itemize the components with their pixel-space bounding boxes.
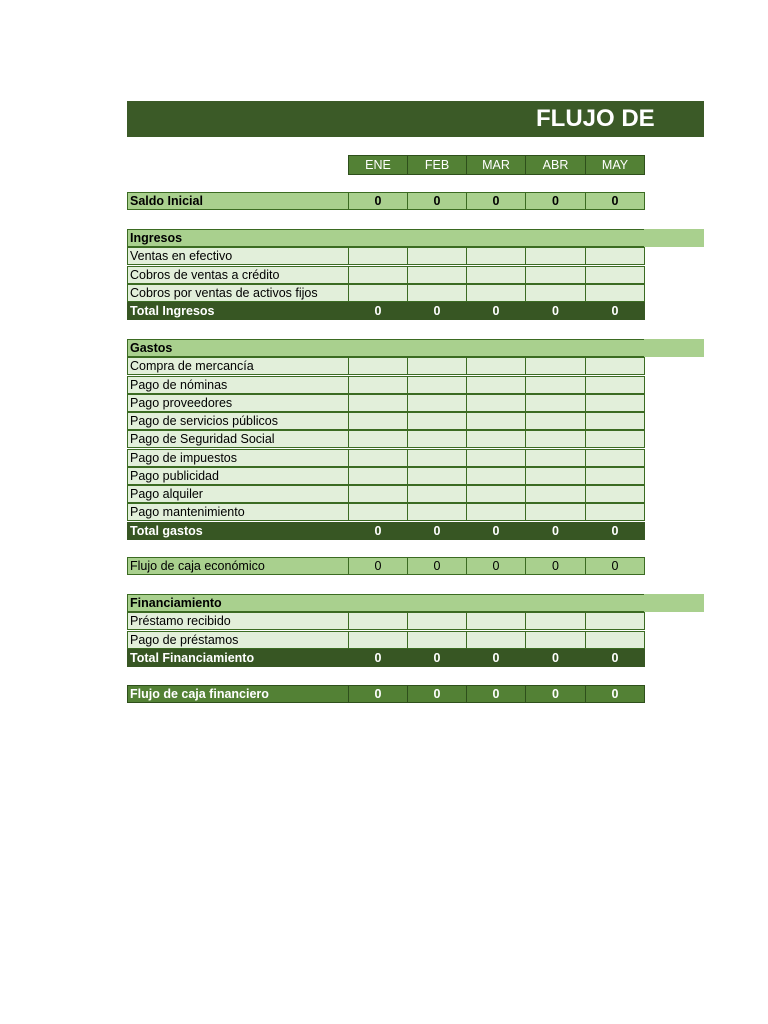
gastos-item-3-mar[interactable] xyxy=(466,412,526,430)
gastos-item-0-mar[interactable] xyxy=(466,357,526,375)
ingresos-total-ene[interactable]: 0 xyxy=(348,302,408,320)
ingresos-total-may[interactable]: 0 xyxy=(585,302,645,320)
gastos-section-header[interactable]: Gastos xyxy=(127,339,645,357)
gastos-item-2-label[interactable]: Pago proveedores xyxy=(127,394,349,412)
gastos-item-6-feb[interactable] xyxy=(407,467,467,485)
ingresos-item-1-ene[interactable] xyxy=(348,266,408,284)
financiamiento-item-1-feb[interactable] xyxy=(407,631,467,649)
financiamiento-item-1-label[interactable]: Pago de préstamos xyxy=(127,631,349,649)
gastos-item-5-label[interactable]: Pago de impuestos xyxy=(127,449,349,467)
saldo-inicial-may[interactable]: 0 xyxy=(585,192,645,210)
gastos-item-6-abr[interactable] xyxy=(525,467,586,485)
financiamiento-item-1-ene[interactable] xyxy=(348,631,408,649)
gastos-total-mar[interactable]: 0 xyxy=(466,522,526,540)
gastos-item-5-abr[interactable] xyxy=(525,449,586,467)
gastos-item-1-ene[interactable] xyxy=(348,376,408,394)
financiamiento-total-may[interactable]: 0 xyxy=(585,649,645,667)
gastos-total-may[interactable]: 0 xyxy=(585,522,645,540)
ingresos-item-0-ene[interactable] xyxy=(348,247,408,265)
flujo-financiero-mar[interactable]: 0 xyxy=(466,685,526,703)
flujo-financiero-ene[interactable]: 0 xyxy=(348,685,408,703)
gastos-item-4-may[interactable] xyxy=(585,430,645,448)
gastos-item-8-may[interactable] xyxy=(585,503,645,521)
gastos-item-4-mar[interactable] xyxy=(466,430,526,448)
month-header-may[interactable]: MAY xyxy=(585,155,645,175)
financiamiento-item-0-mar[interactable] xyxy=(466,612,526,630)
gastos-total-label[interactable]: Total gastos xyxy=(127,522,349,540)
ingresos-item-0-may[interactable] xyxy=(585,247,645,265)
ingresos-item-1-mar[interactable] xyxy=(466,266,526,284)
flujo-financiero-abr[interactable]: 0 xyxy=(525,685,586,703)
gastos-item-7-may[interactable] xyxy=(585,485,645,503)
flujo-financiero-label[interactable]: Flujo de caja financiero xyxy=(127,685,349,703)
financiamiento-item-0-label[interactable]: Préstamo recibido xyxy=(127,612,349,630)
financiamiento-header-extension xyxy=(644,594,704,612)
gastos-item-5-ene[interactable] xyxy=(348,449,408,467)
ingresos-header-extension xyxy=(644,229,704,247)
flujo-economico-label[interactable]: Flujo de caja económico xyxy=(127,557,349,575)
gastos-item-6-ene[interactable] xyxy=(348,467,408,485)
ingresos-total-abr[interactable]: 0 xyxy=(525,302,586,320)
financiamiento-item-1-may[interactable] xyxy=(585,631,645,649)
ingresos-item-0-mar[interactable] xyxy=(466,247,526,265)
ingresos-item-2-ene[interactable] xyxy=(348,284,408,302)
ingresos-item-0-abr[interactable] xyxy=(525,247,586,265)
gastos-item-3-label[interactable]: Pago de servicios públicos xyxy=(127,412,349,430)
gastos-item-7-feb[interactable] xyxy=(407,485,467,503)
saldo-inicial-abr[interactable]: 0 xyxy=(525,192,586,210)
gastos-item-5-feb[interactable] xyxy=(407,449,467,467)
gastos-item-8-feb[interactable] xyxy=(407,503,467,521)
saldo-inicial-feb[interactable]: 0 xyxy=(407,192,467,210)
ingresos-section-header[interactable]: Ingresos xyxy=(127,229,645,247)
ingresos-item-2-may[interactable] xyxy=(585,284,645,302)
gastos-item-0-label[interactable]: Compra de mercancía xyxy=(127,357,349,375)
ingresos-total-label[interactable]: Total Ingresos xyxy=(127,302,349,320)
flujo-financiero-may[interactable]: 0 xyxy=(585,685,645,703)
gastos-item-1-feb[interactable] xyxy=(407,376,467,394)
gastos-item-1-mar[interactable] xyxy=(466,376,526,394)
ingresos-item-0-feb[interactable] xyxy=(407,247,467,265)
gastos-item-8-label[interactable]: Pago mantenimiento xyxy=(127,503,349,521)
sheet-title: FLUJO DE xyxy=(536,105,655,132)
gastos-item-0-feb[interactable] xyxy=(407,357,467,375)
gastos-item-7-abr[interactable] xyxy=(525,485,586,503)
financiamiento-total-mar[interactable]: 0 xyxy=(466,649,526,667)
financiamiento-item-1-mar[interactable] xyxy=(466,631,526,649)
financiamiento-total-label[interactable]: Total Financiamiento xyxy=(127,649,349,667)
month-header-mar[interactable]: MAR xyxy=(466,155,526,175)
gastos-item-2-feb[interactable] xyxy=(407,394,467,412)
gastos-item-0-may[interactable] xyxy=(585,357,645,375)
flujo-financiero-feb[interactable]: 0 xyxy=(407,685,467,703)
gastos-item-8-abr[interactable] xyxy=(525,503,586,521)
gastos-item-3-may[interactable] xyxy=(585,412,645,430)
ingresos-item-1-label[interactable]: Cobros de ventas a crédito xyxy=(127,266,349,284)
ingresos-item-1-abr[interactable] xyxy=(525,266,586,284)
flujo-economico-feb[interactable]: 0 xyxy=(407,557,467,575)
financiamiento-total-feb[interactable]: 0 xyxy=(407,649,467,667)
gastos-total-feb[interactable]: 0 xyxy=(407,522,467,540)
gastos-item-7-ene[interactable] xyxy=(348,485,408,503)
financiamiento-item-0-feb[interactable] xyxy=(407,612,467,630)
gastos-item-4-ene[interactable] xyxy=(348,430,408,448)
financiamiento-section-header[interactable]: Financiamiento xyxy=(127,594,645,612)
financiamiento-total-ene[interactable]: 0 xyxy=(348,649,408,667)
financiamiento-item-0-ene[interactable] xyxy=(348,612,408,630)
financiamiento-item-1-abr[interactable] xyxy=(525,631,586,649)
gastos-item-1-label[interactable]: Pago de nóminas xyxy=(127,376,349,394)
gastos-item-2-may[interactable] xyxy=(585,394,645,412)
flujo-economico-may[interactable]: 0 xyxy=(585,557,645,575)
gastos-item-7-mar[interactable] xyxy=(466,485,526,503)
gastos-item-7-label[interactable]: Pago alquiler xyxy=(127,485,349,503)
financiamiento-total-abr[interactable]: 0 xyxy=(525,649,586,667)
gastos-item-4-abr[interactable] xyxy=(525,430,586,448)
ingresos-total-mar[interactable]: 0 xyxy=(466,302,526,320)
saldo-inicial-label[interactable]: Saldo Inicial xyxy=(127,192,349,210)
ingresos-item-1-may[interactable] xyxy=(585,266,645,284)
gastos-total-abr[interactable]: 0 xyxy=(525,522,586,540)
gastos-item-0-abr[interactable] xyxy=(525,357,586,375)
ingresos-item-2-feb[interactable] xyxy=(407,284,467,302)
ingresos-item-2-mar[interactable] xyxy=(466,284,526,302)
ingresos-item-2-label[interactable]: Cobros por ventas de activos fijos xyxy=(127,284,349,302)
gastos-item-0-ene[interactable] xyxy=(348,357,408,375)
gastos-item-1-may[interactable] xyxy=(585,376,645,394)
gastos-header-extension xyxy=(644,339,704,357)
gastos-item-2-ene[interactable] xyxy=(348,394,408,412)
financiamiento-item-0-may[interactable] xyxy=(585,612,645,630)
gastos-item-6-label[interactable]: Pago publicidad xyxy=(127,467,349,485)
gastos-item-6-mar[interactable] xyxy=(466,467,526,485)
month-header-feb[interactable]: FEB xyxy=(407,155,467,175)
gastos-item-4-label[interactable]: Pago de Seguridad Social xyxy=(127,430,349,448)
gastos-item-8-ene[interactable] xyxy=(348,503,408,521)
ingresos-item-0-label[interactable]: Ventas en efectivo xyxy=(127,247,349,265)
flujo-economico-abr[interactable]: 0 xyxy=(525,557,586,575)
gastos-item-1-abr[interactable] xyxy=(525,376,586,394)
ingresos-item-2-abr[interactable] xyxy=(525,284,586,302)
flujo-economico-ene[interactable]: 0 xyxy=(348,557,408,575)
gastos-item-3-feb[interactable] xyxy=(407,412,467,430)
gastos-total-ene[interactable]: 0 xyxy=(348,522,408,540)
ingresos-total-feb[interactable]: 0 xyxy=(407,302,467,320)
gastos-item-2-mar[interactable] xyxy=(466,394,526,412)
gastos-item-4-feb[interactable] xyxy=(407,430,467,448)
gastos-item-8-mar[interactable] xyxy=(466,503,526,521)
ingresos-item-1-feb[interactable] xyxy=(407,266,467,284)
saldo-inicial-mar[interactable]: 0 xyxy=(466,192,526,210)
gastos-item-3-abr[interactable] xyxy=(525,412,586,430)
saldo-inicial-ene[interactable]: 0 xyxy=(348,192,408,210)
month-header-abr[interactable]: ABR xyxy=(525,155,586,175)
financiamiento-item-0-abr[interactable] xyxy=(525,612,586,630)
flujo-economico-mar[interactable]: 0 xyxy=(466,557,526,575)
month-header-ene[interactable]: ENE xyxy=(348,155,408,175)
gastos-item-5-may[interactable] xyxy=(585,449,645,467)
gastos-item-3-ene[interactable] xyxy=(348,412,408,430)
gastos-item-2-abr[interactable] xyxy=(525,394,586,412)
gastos-item-6-may[interactable] xyxy=(585,467,645,485)
gastos-item-5-mar[interactable] xyxy=(466,449,526,467)
